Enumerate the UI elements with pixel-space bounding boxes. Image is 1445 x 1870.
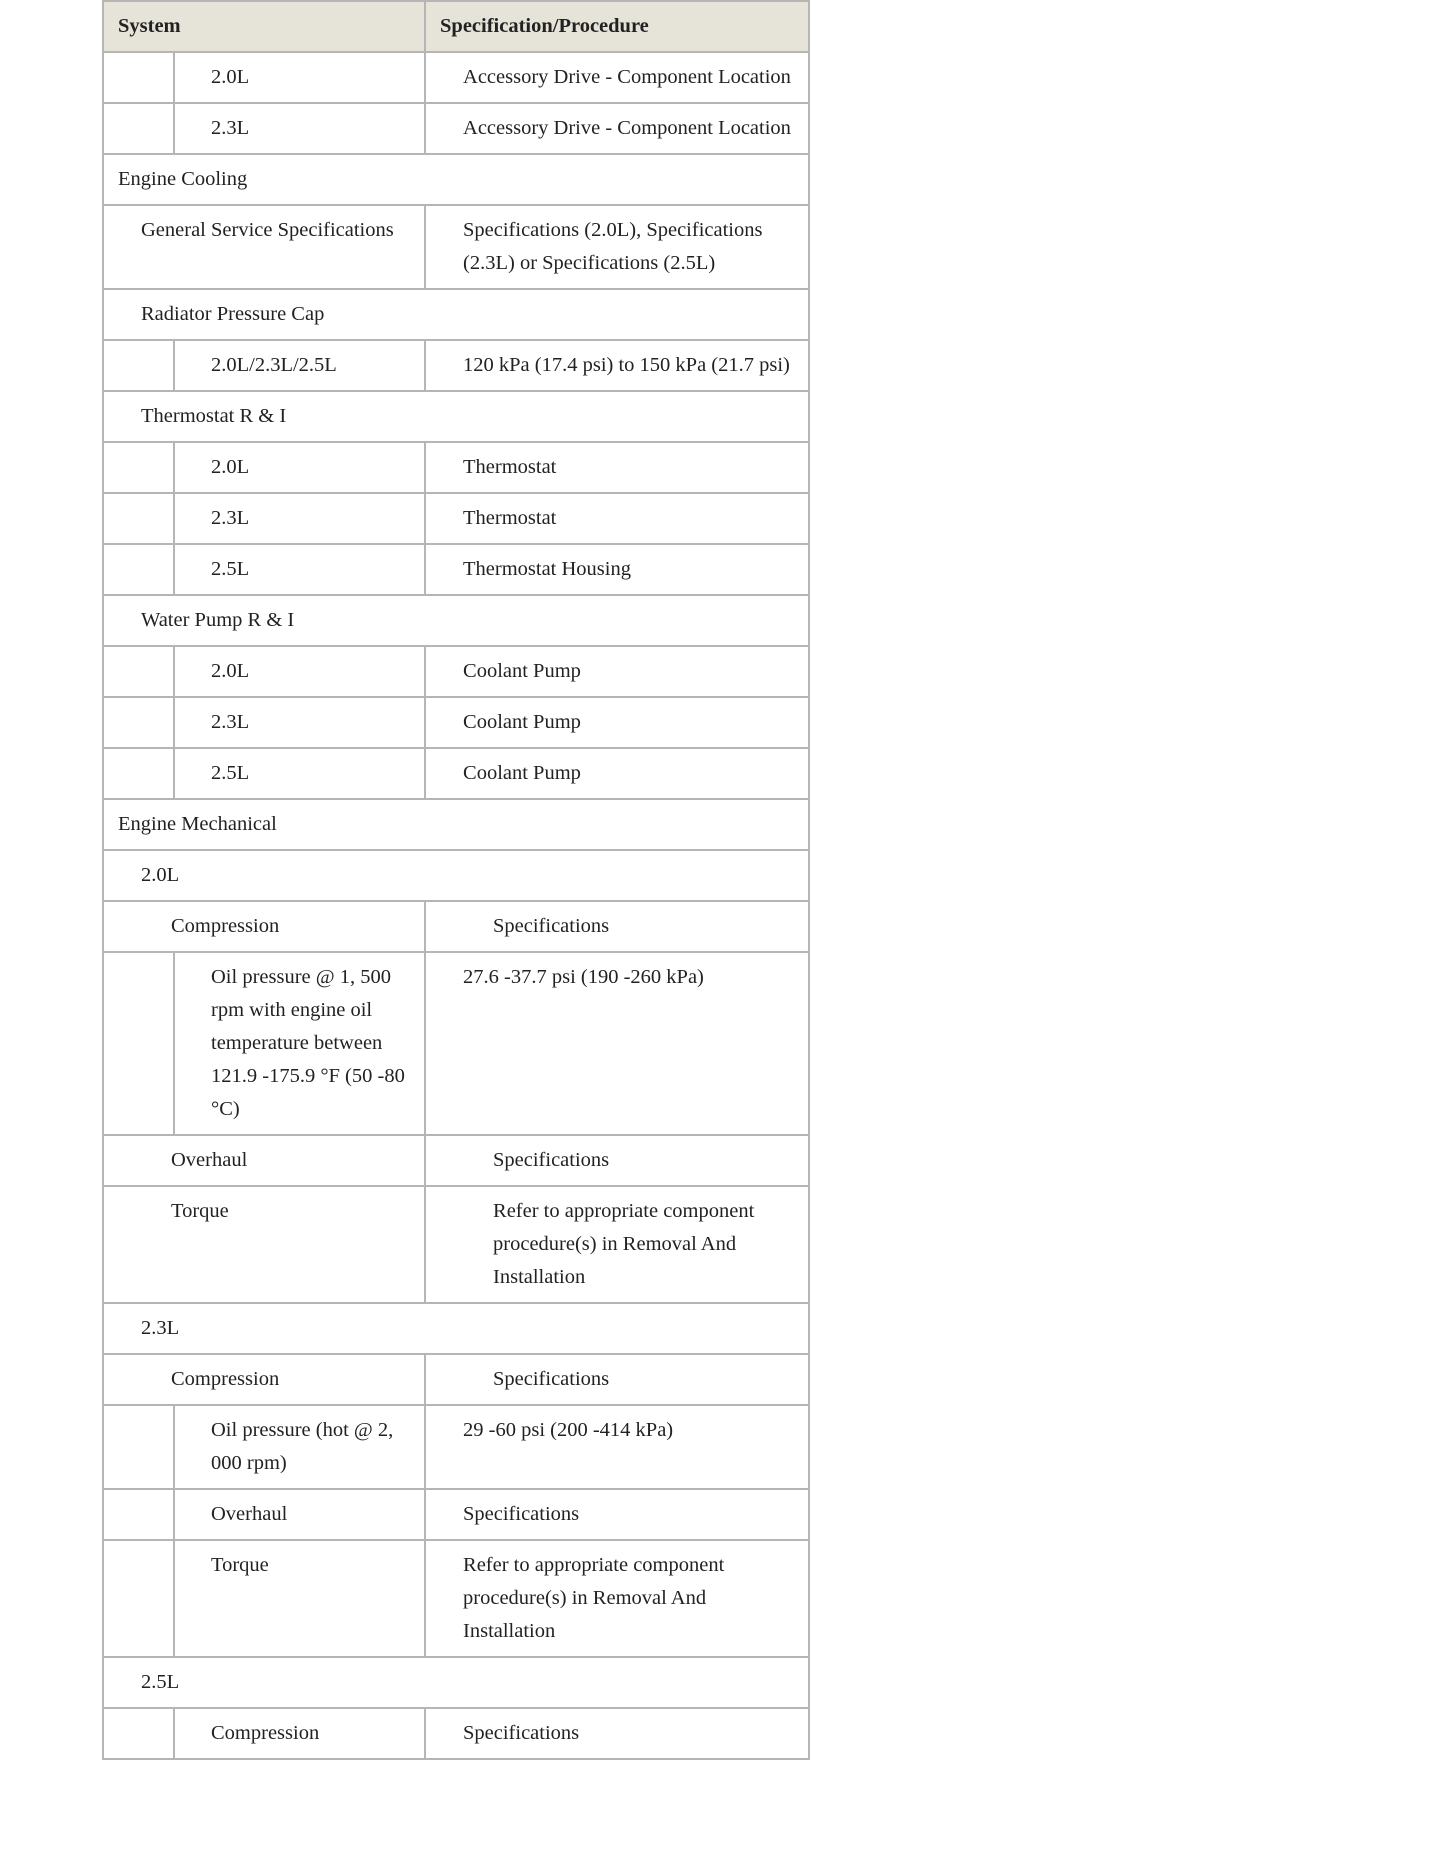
system-cell: 2.3L bbox=[174, 493, 425, 544]
table-row bbox=[103, 697, 809, 748]
table-row bbox=[103, 544, 809, 595]
indent-cell bbox=[103, 1405, 174, 1489]
procedure-cell: Refer to appropriate component procedure(s) in Removal And Installation bbox=[425, 1186, 809, 1303]
table-row bbox=[103, 205, 809, 289]
table-row bbox=[103, 901, 809, 952]
group-heading: 2.0L bbox=[103, 850, 809, 901]
table-row bbox=[103, 850, 809, 901]
table-row bbox=[103, 1405, 809, 1489]
procedure-cell: Thermostat bbox=[425, 493, 809, 544]
procedure-cell: Thermostat bbox=[425, 442, 809, 493]
indent-cell bbox=[103, 544, 174, 595]
table-row bbox=[103, 952, 809, 1135]
system-cell: General Service Specifications bbox=[103, 205, 425, 289]
table-row bbox=[103, 1186, 809, 1303]
system-cell: Compression bbox=[103, 1354, 425, 1405]
procedure-cell: Specifications (2.0L), Specifications (2.3L) or Specifications (2.5L) bbox=[425, 205, 809, 289]
indent-cell bbox=[103, 697, 174, 748]
procedure-cell: 120 kPa (17.4 psi) to 150 kPa (21.7 psi) bbox=[425, 340, 809, 391]
system-cell: Torque bbox=[174, 1540, 425, 1657]
procedure-cell: Specifications bbox=[425, 1708, 809, 1759]
procedure-cell: 29 -60 psi (200 -414 kPa) bbox=[425, 1405, 809, 1489]
table-row bbox=[103, 748, 809, 799]
procedure-cell: Specifications bbox=[425, 1489, 809, 1540]
procedure-cell: Coolant Pump bbox=[425, 646, 809, 697]
table-row bbox=[103, 646, 809, 697]
header-system: System bbox=[103, 1, 425, 52]
section-heading: Engine Cooling bbox=[103, 154, 809, 205]
indent-cell bbox=[103, 1489, 174, 1540]
procedure-cell: Refer to appropriate component procedure(s) in Removal And Installation bbox=[425, 1540, 809, 1657]
system-cell: Overhaul bbox=[174, 1489, 425, 1540]
table-row bbox=[103, 1354, 809, 1405]
table-row bbox=[103, 1489, 809, 1540]
group-heading: 2.3L bbox=[103, 1303, 809, 1354]
table-row bbox=[103, 1657, 809, 1708]
table-row bbox=[103, 1303, 809, 1354]
group-heading: Water Pump R & I bbox=[103, 595, 809, 646]
table-row bbox=[103, 154, 809, 205]
system-cell: Oil pressure (hot @ 2, 000 rpm) bbox=[174, 1405, 425, 1489]
table-row bbox=[103, 493, 809, 544]
procedure-cell: Specifications bbox=[425, 901, 809, 952]
indent-cell bbox=[103, 103, 174, 154]
indent-cell bbox=[103, 442, 174, 493]
indent-cell bbox=[103, 1540, 174, 1657]
section-heading: Engine Mechanical bbox=[103, 799, 809, 850]
indent-cell bbox=[103, 748, 174, 799]
table-header-row bbox=[103, 1, 809, 52]
table-row bbox=[103, 799, 809, 850]
system-cell: 2.5L bbox=[174, 544, 425, 595]
table-row bbox=[103, 103, 809, 154]
table-row bbox=[103, 52, 809, 103]
indent-cell bbox=[103, 952, 174, 1135]
system-cell: 2.3L bbox=[174, 103, 425, 154]
indent-cell bbox=[103, 1708, 174, 1759]
procedure-cell: Specifications bbox=[425, 1354, 809, 1405]
system-cell: Torque bbox=[103, 1186, 425, 1303]
system-cell: Compression bbox=[103, 901, 425, 952]
indent-cell bbox=[103, 493, 174, 544]
procedure-cell: Coolant Pump bbox=[425, 697, 809, 748]
group-heading: 2.5L bbox=[103, 1657, 809, 1708]
procedure-cell: Coolant Pump bbox=[425, 748, 809, 799]
table-row bbox=[103, 1135, 809, 1186]
spec-table bbox=[102, 0, 810, 1760]
table-row bbox=[103, 442, 809, 493]
procedure-cell: Thermostat Housing bbox=[425, 544, 809, 595]
system-cell: Oil pressure @ 1, 500 rpm with engine oil temperature between 121.9 -175.9 °F (50 -80 °C) bbox=[174, 952, 425, 1135]
system-cell: 2.5L bbox=[174, 748, 425, 799]
table-body bbox=[103, 52, 809, 1759]
table-row bbox=[103, 595, 809, 646]
table-row bbox=[103, 1540, 809, 1657]
procedure-cell: Accessory Drive - Component Location bbox=[425, 103, 809, 154]
procedure-cell: Specifications bbox=[425, 1135, 809, 1186]
indent-cell bbox=[103, 340, 174, 391]
system-cell: Compression bbox=[174, 1708, 425, 1759]
system-cell: 2.3L bbox=[174, 697, 425, 748]
header-procedure: Specification/Procedure bbox=[425, 1, 809, 52]
group-heading: Thermostat R & I bbox=[103, 391, 809, 442]
group-heading: Radiator Pressure Cap bbox=[103, 289, 809, 340]
procedure-cell: Accessory Drive - Component Location bbox=[425, 52, 809, 103]
table-row bbox=[103, 289, 809, 340]
system-cell: 2.0L bbox=[174, 442, 425, 493]
table-row bbox=[103, 391, 809, 442]
indent-cell bbox=[103, 52, 174, 103]
table-row bbox=[103, 340, 809, 391]
indent-cell bbox=[103, 646, 174, 697]
system-cell: Overhaul bbox=[103, 1135, 425, 1186]
table-row bbox=[103, 1708, 809, 1759]
system-cell: 2.0L/2.3L/2.5L bbox=[174, 340, 425, 391]
procedure-cell: 27.6 -37.7 psi (190 -260 kPa) bbox=[425, 952, 809, 1135]
system-cell: 2.0L bbox=[174, 52, 425, 103]
system-cell: 2.0L bbox=[174, 646, 425, 697]
